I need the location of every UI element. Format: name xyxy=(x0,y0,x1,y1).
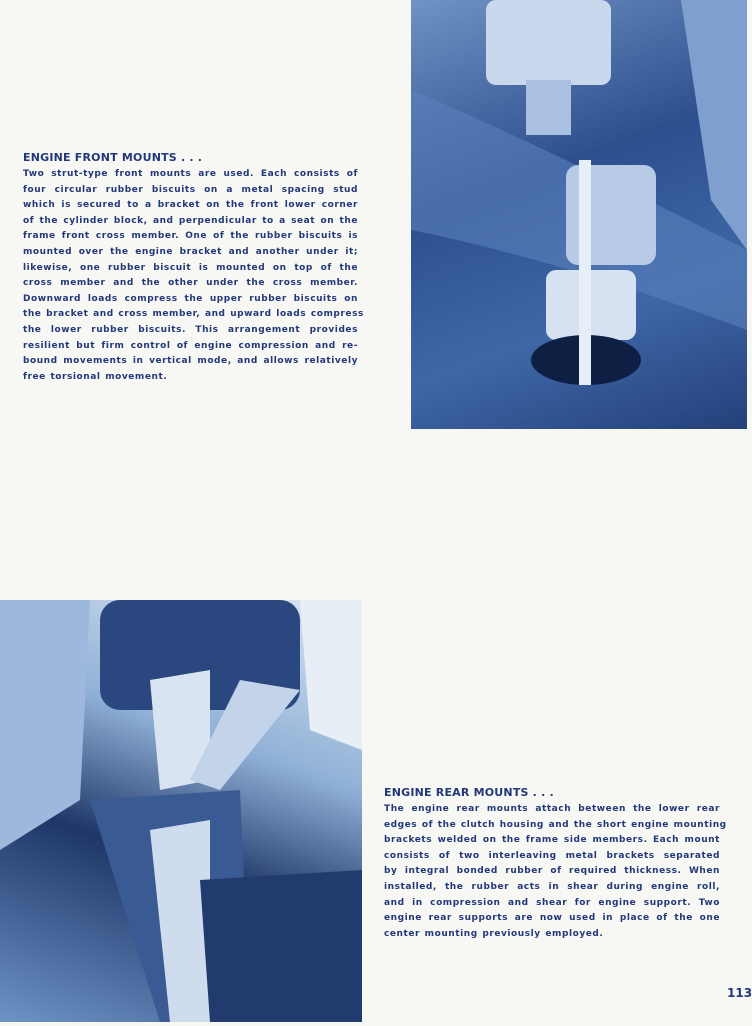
paragraph-line: frame front cross member. One of the rubber biscuits is xyxy=(23,231,358,242)
paragraph-line: free torsional movement. xyxy=(23,371,168,382)
paragraph-line: The engine rear mounts attach between the lower rear xyxy=(384,804,720,814)
rear-mounts-heading: ENGINE REAR MOUNTS . . . xyxy=(384,786,554,799)
paragraph-line: the bracket and cross member, and upward loads compress xyxy=(23,309,364,320)
paragraph-line: installed, the rubber acts in shear during engine roll, xyxy=(384,881,720,892)
paragraph-line: edges of the clutch housing and the short engine mounting xyxy=(384,819,727,830)
paragraph-line: Downward loads compress the upper rubber biscuits on xyxy=(23,293,358,304)
paragraph-line: center mounting previously employed. xyxy=(384,928,604,939)
paragraph-line: mounted over the engine bracket and another under it; xyxy=(23,246,358,257)
paragraph-line: brackets welded on the frame side members. Each mount xyxy=(384,835,720,846)
rear-mount-illustration xyxy=(0,600,362,1022)
front-mounts-section xyxy=(23,151,364,385)
paragraph-line: bound movements in vertical mode, and allows relatively xyxy=(23,356,358,367)
paragraph-line: likewise, one rubber biscuit is mounted on top of the xyxy=(23,262,358,273)
paragraph-line: and in compression and shear for engine support. Two xyxy=(384,897,720,908)
paragraph-line: Two strut-type front mounts are used. Each consists of xyxy=(23,169,358,179)
paragraph-line: the lower rubber biscuits. This arrangement provides xyxy=(23,324,358,335)
paragraph-line: engine rear supports are now used in place of the one xyxy=(384,913,720,924)
front-mount-illustration xyxy=(411,0,747,429)
paragraph-line: which is secured to a bracket on the front lower corner xyxy=(23,200,358,211)
engine-front-mount-photo xyxy=(411,0,747,429)
paragraph-line: by integral bonded rubber of required thickness. When xyxy=(384,866,720,877)
paragraph-line: consists of two interleaving metal brackets separated xyxy=(384,850,720,861)
engine-rear-mount-photo xyxy=(0,600,362,1022)
paragraph-line: resilient but firm control of engine compression and re- xyxy=(23,340,358,351)
paragraph-line: of the cylinder block, and perpendicular to a seat on the xyxy=(23,215,358,226)
paragraph-line: cross member and the other under the cross member. xyxy=(23,278,358,289)
paragraph-line: four circular rubber biscuits on a metal spacing stud xyxy=(23,184,358,195)
front-mounts-heading: ENGINE FRONT MOUNTS . . . xyxy=(23,151,203,164)
rear-mounts-section xyxy=(384,786,727,942)
page-number: 113 xyxy=(727,986,752,1000)
